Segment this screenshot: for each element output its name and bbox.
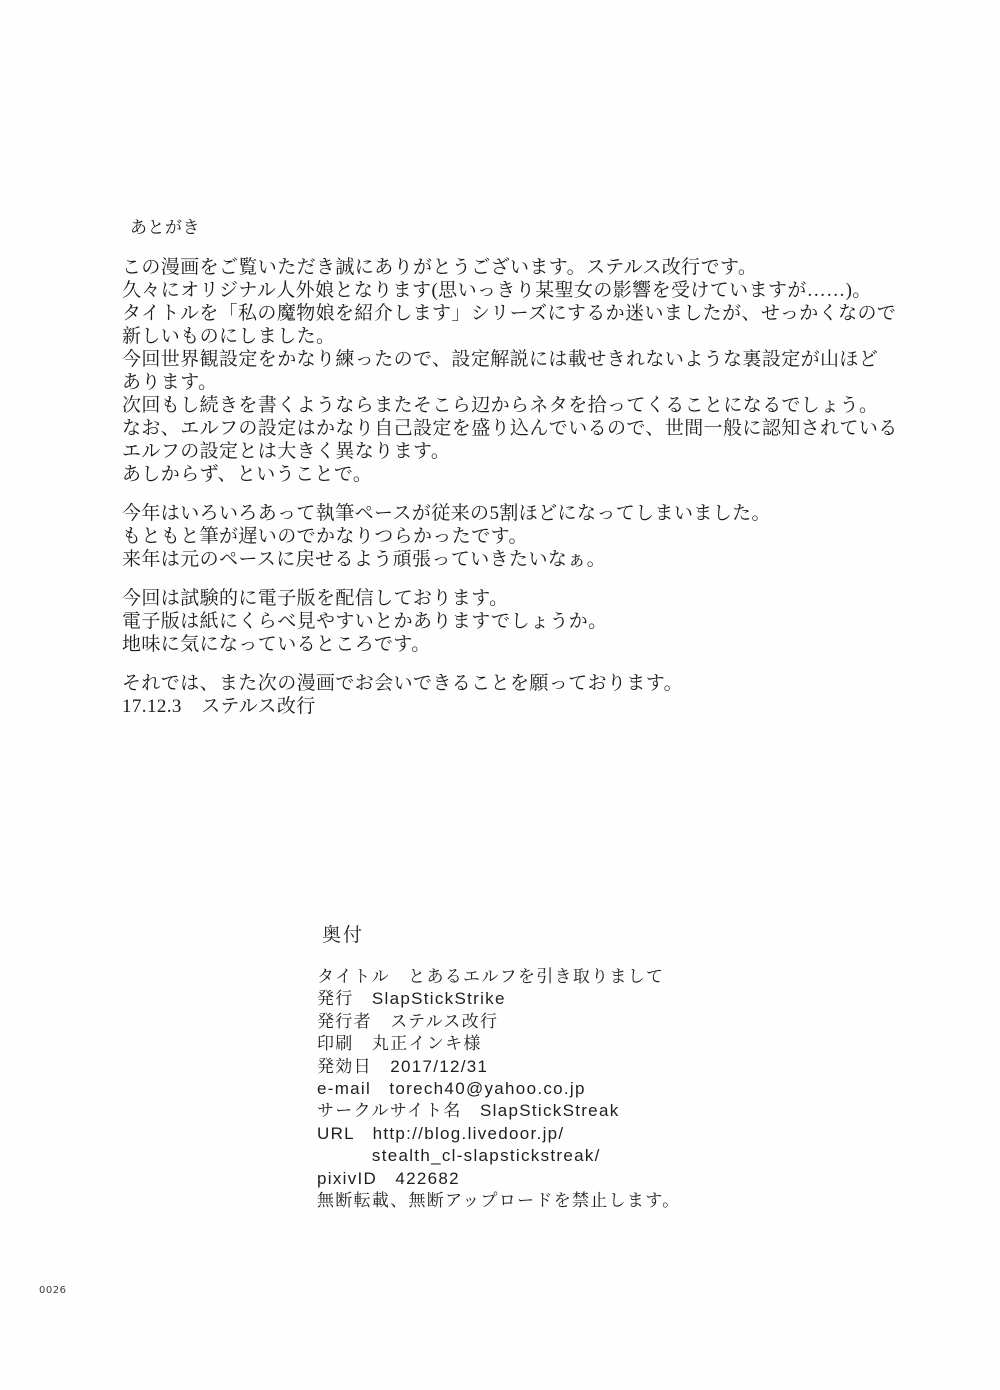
afterword-paragraph: [122, 672, 898, 718]
afterword-line: なお、エルフの設定はかなり自己設定を盛り込んでいるので、世間一般に認知されている: [122, 418, 898, 439]
afterword-heading: あとがき: [130, 218, 200, 237]
colophon-publisher-line: 発行 SlapStickStrike: [317, 989, 506, 1009]
colophon-circle-site-line: サークルサイト名 SlapStickStreak: [317, 1101, 620, 1121]
afterword-line: 今回世界観設定をかなり練ったので、設定解説には載せきれないような裏設定が山ほど: [122, 349, 879, 370]
afterword-line: もともと筆が遅いのでかなりつらかったです。: [122, 526, 528, 547]
colophon-pixiv-id-line: pixivID 422682: [317, 1168, 460, 1188]
afterword-line: 次回もし続きを書くようならまたそこら辺からネタを拾ってくることになるでしょう。: [122, 395, 879, 416]
afterword-paragraph: [122, 587, 898, 656]
colophon-notice-line: 無断転載、無断アップロードを禁止します。: [317, 1190, 681, 1210]
afterword-line: あります。: [122, 372, 218, 393]
afterword-date-signature: 17.12.3 ステルス改行: [122, 696, 316, 717]
afterword-line: 来年は元のペースに戻せるよう頑張っていきたいなぁ。: [122, 549, 607, 570]
afterword-line: あしからず、ということで。: [122, 464, 373, 485]
colophon-title-line: タイトル とあるエルフを引き取りまして: [317, 967, 665, 986]
colophon-date-line: 発効日 2017/12/31: [317, 1056, 489, 1076]
afterword-line: タイトルを「私の魔物娘を紹介します」シリーズにするか迷いましたが、せっかくなので: [122, 303, 897, 324]
colophon-author-line: 発行者 ステルス改行: [317, 1011, 499, 1031]
colophon-email-line: e-mail torech40@yahoo.co.jp: [317, 1078, 586, 1098]
afterword-line: この漫画をご覧いただき誠にありがとうございます。ステルス改行です。: [122, 257, 758, 278]
afterword-paragraph: [122, 256, 898, 486]
afterword-line: それでは、また次の漫画でお会いできることを願っております。: [122, 673, 684, 694]
afterword-line: エルフの設定とは大きく異なります。: [122, 441, 451, 462]
afterword-line: 電子版は紙にくらべ見やすいとかありますでしょうか。: [122, 611, 608, 632]
colophon-url-line: URL http://blog.livedoor.jp/: [317, 1123, 565, 1143]
afterword-body: [122, 256, 898, 734]
colophon-heading: 奥付: [322, 925, 365, 946]
colophon-block: [317, 966, 680, 1212]
colophon-url-continuation-line: stealth_cl-slapstickstreak/: [317, 1146, 601, 1166]
afterword-line: 新しいものにしました。: [122, 326, 336, 347]
page-number: 0026: [39, 1285, 67, 1296]
afterword-line: 久々にオリジナル人外娘となります(思いっきり某聖女の影響を受けていますが……)。: [122, 280, 872, 301]
afterword-line: 地味に気になっているところです。: [122, 634, 431, 655]
colophon-printer-line: 印刷 丸正インキ様: [317, 1034, 482, 1054]
afterword-line: 今年はいろいろあって執筆ペースが従来の5割ほどになってしまいました。: [122, 503, 771, 524]
afterword-paragraph: [122, 502, 898, 571]
afterword-line: 今回は試験的に電子版を配信しております。: [122, 588, 509, 609]
